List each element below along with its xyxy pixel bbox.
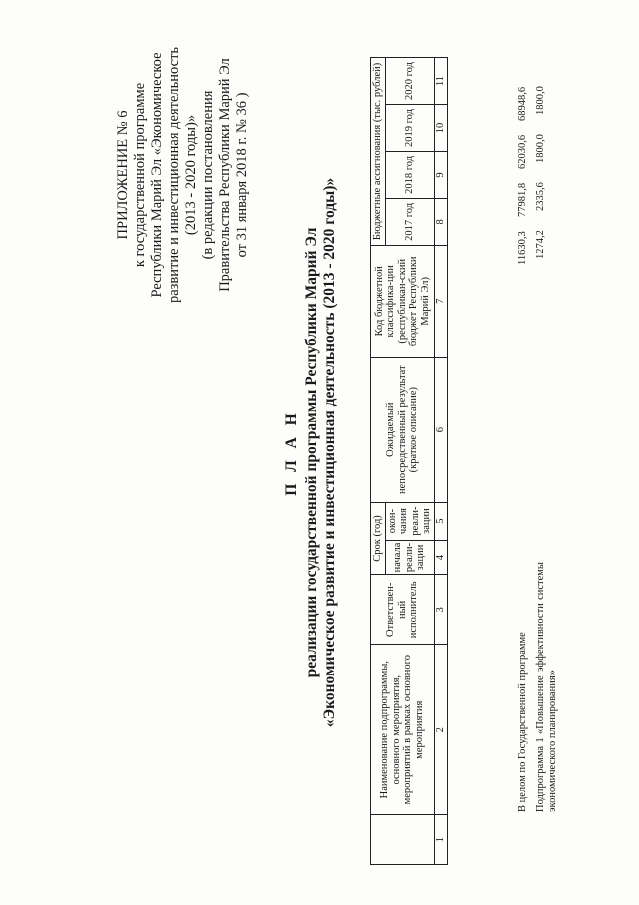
value-cell: 1800,0 bbox=[535, 134, 546, 163]
column-number: 7 bbox=[434, 245, 447, 357]
column-number: 4 bbox=[434, 540, 447, 575]
appendix-line: Правительства Республики Марий Эл bbox=[217, 58, 233, 292]
value-cell: 68948,6 bbox=[517, 86, 528, 121]
column-number: 2 bbox=[434, 645, 447, 815]
plan-subtitle-program: «Экономическое развитие и инвестиционная деятельность (2013 - 2020 годы)» bbox=[321, 177, 338, 728]
plan-title: П Л А Н bbox=[283, 409, 300, 496]
appendix-header bbox=[115, 20, 251, 330]
column-number: 3 bbox=[434, 575, 447, 645]
column-number: 6 bbox=[434, 357, 447, 502]
table-header-year: 2017 год bbox=[385, 198, 434, 245]
value-cell: 1800,0 bbox=[535, 86, 546, 115]
table-header-result: Ожидаемый непосредственный результат (краткое описание) bbox=[371, 357, 435, 502]
value-cell: 11630,3 bbox=[517, 231, 528, 265]
appendix-title: ПРИЛОЖЕНИЕ № 6 bbox=[115, 110, 131, 240]
table-header-year: 2020 год bbox=[385, 58, 434, 105]
column-number: 5 bbox=[434, 502, 447, 540]
column-number: 10 bbox=[434, 105, 447, 152]
appendix-line: к государственной программе bbox=[132, 82, 148, 268]
table-header-year: 2019 год bbox=[385, 105, 434, 152]
table-header-name: Наименование подпрограммы, основного мероприятия, мероприятий в рамках основного мероприятия bbox=[371, 645, 435, 815]
appendix-line: Республики Марий Эл «Экономическое bbox=[149, 52, 165, 298]
value-cell: 2335,6 bbox=[535, 182, 546, 211]
column-number: 11 bbox=[434, 58, 447, 105]
appendix-line: (2013 - 2020 годы)» bbox=[183, 114, 199, 236]
value-cell: 1274,2 bbox=[535, 230, 546, 259]
appendix-line: от 31 января 2018 г. № 36 ) bbox=[234, 92, 250, 258]
column-number: 9 bbox=[434, 151, 447, 198]
value-cell: 77981,8 bbox=[517, 182, 528, 217]
table-header-end: окон-чания реали-зации bbox=[385, 502, 434, 540]
row-label-subprogram: Подпрограмма 1 «Повышение эффективности системы экономического планирования» bbox=[535, 562, 558, 812]
value-cell: 62030,6 bbox=[517, 134, 528, 169]
column-number: 1 bbox=[434, 815, 447, 865]
plan-table bbox=[370, 57, 448, 865]
table-header-cell bbox=[371, 815, 435, 865]
appendix-line: развитие и инвестиционная деятельность bbox=[166, 46, 182, 304]
row-label-total: В целом по Государственной программе bbox=[517, 632, 528, 812]
table-header-term: Срок (год) bbox=[371, 502, 386, 575]
column-number: 8 bbox=[434, 198, 447, 245]
appendix-line: (в редакции постановления bbox=[200, 90, 216, 260]
table-header-year: 2018 год bbox=[385, 151, 434, 198]
table-header-start: начала реали-зации bbox=[385, 540, 434, 575]
table-header-executor: Ответствен-ный исполнитель bbox=[371, 575, 435, 645]
table-header-budget: Бюджетные ассигнования (тыс. рублей) bbox=[371, 58, 386, 246]
plan-subtitle: реализации государственной программы Республики Марий Эл bbox=[303, 227, 320, 678]
table-header-code: Код бюджетной классифика-ции (республикан-ский бюджет Республики Марий Эл) bbox=[371, 245, 435, 357]
